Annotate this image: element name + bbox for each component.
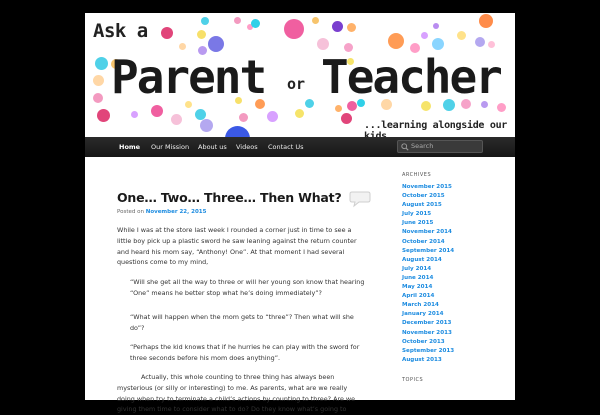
decor-dot [421, 32, 428, 39]
header-ask-text: Ask a [93, 20, 148, 42]
decor-dot [251, 19, 260, 28]
archive-link[interactable]: August 2015 [402, 202, 442, 209]
nav-item-our-mission[interactable]: Our Mission [151, 143, 190, 151]
decor-dot [317, 38, 329, 50]
sidebar [402, 172, 502, 388]
decor-dot [267, 111, 278, 122]
site-header-banner[interactable] [85, 13, 515, 136]
decor-dot [200, 119, 213, 132]
decor-dot [488, 41, 495, 48]
decor-dot [312, 17, 319, 24]
post-paragraph: Actually, this whole counting to three thing has always been mysterious (or silly or interesting) to me. As parents, what are we really doing when try to terminate a child’s actions by counting to three? Are we giving them time to consider what to do? Do they know what’s going to [117, 373, 356, 414]
decor-dot [479, 14, 493, 28]
decor-dot [497, 103, 506, 112]
search-input[interactable] [397, 140, 483, 153]
header-tagline: ...learning alongside our [364, 120, 508, 131]
archive-link[interactable]: October 2014 [402, 238, 445, 245]
archive-link[interactable]: November 2015 [402, 184, 452, 190]
decor-dot [388, 33, 404, 49]
decor-dot [95, 57, 108, 70]
decor-dot [93, 75, 104, 86]
decor-dot [97, 109, 110, 122]
archive-link[interactable]: October 2015 [402, 193, 445, 200]
archive-link[interactable]: May 2014 [402, 284, 433, 291]
archive-link[interactable]: November 2014 [402, 229, 452, 236]
nav-item-home[interactable]: Home [119, 143, 141, 151]
post-date-link[interactable]: November 22, 2015 [145, 209, 207, 215]
main-navigation [85, 137, 515, 157]
archive-link[interactable]: July 2014 [402, 265, 432, 272]
post-paragraph: While I was at the store last week I rounded a corner just in time to see a little boy pick up a plastic sword he saw leaning against the return counter and heard his mom say, “Anthony! One”. At that moment I had several questions come to my mind, [117, 226, 357, 267]
header-parent-text: Parent [111, 50, 266, 104]
search-placeholder: Search [411, 142, 434, 150]
post-quote: “Perhaps the kid knows that if he hurries he can play with the sword for three seconds before his mom does anything”. [130, 343, 360, 362]
decor-dot [335, 105, 342, 112]
decor-dot [179, 43, 186, 50]
decor-dot [197, 30, 206, 39]
archive-link[interactable]: August 2013 [402, 356, 442, 363]
decor-dot [305, 99, 314, 108]
post-quote: “What will happen when the mom gets to “three”? Then what will she do”? [130, 313, 354, 332]
archive-link[interactable]: October 2013 [402, 338, 445, 345]
post-quote: “Will she get all the way to three or will her young son know that hearing “One” means he better stop what he’s doing immediately”? [130, 278, 365, 297]
comment-bubble-icon[interactable] [349, 190, 371, 208]
archive-link[interactable]: September 2014 [402, 247, 455, 254]
posted-on-label: Posted on [117, 209, 144, 215]
decor-dot [332, 21, 343, 32]
archive-link[interactable]: January 2014 [402, 311, 444, 318]
decor-dot [151, 105, 163, 117]
archive-link[interactable]: April 2014 [402, 293, 435, 300]
archive-link[interactable]: July 2015 [402, 211, 432, 218]
archive-link[interactable]: June 2015 [402, 220, 434, 227]
decor-dot [475, 37, 485, 47]
post-meta [117, 209, 206, 215]
decor-dot [171, 114, 182, 125]
decor-dot [295, 109, 304, 118]
archive-link[interactable]: September 2013 [402, 347, 455, 354]
header-or-text: or [287, 75, 306, 93]
nav-item-videos[interactable]: Videos [236, 143, 258, 151]
post-title[interactable]: One… Two… Three… Then What? [117, 190, 342, 205]
archive-link[interactable]: March 2014 [402, 302, 439, 309]
decor-dot [201, 17, 209, 25]
decor-dot [93, 93, 103, 103]
decor-dot [284, 19, 304, 39]
decor-dot [433, 23, 439, 29]
nav-item-contact-us[interactable]: Contact Us [268, 143, 304, 151]
archive-link[interactable]: June 2014 [402, 274, 434, 281]
search-icon [401, 143, 409, 151]
nav-item-about-us[interactable]: About us [198, 143, 227, 151]
decor-dot [239, 113, 248, 122]
decor-dot [161, 27, 173, 39]
header-teacher-text: Teacher [321, 50, 501, 104]
archive-link[interactable]: November 2013 [402, 329, 452, 336]
decor-dot [347, 23, 356, 32]
archives-widget-title: ARCHIVES [402, 172, 432, 178]
decor-dot [341, 113, 352, 124]
archive-link[interactable]: August 2014 [402, 256, 442, 263]
decor-dot [457, 31, 466, 40]
decor-dot [234, 17, 241, 24]
archives-list [402, 183, 502, 365]
decor-dot [432, 38, 444, 50]
decor-dot [131, 111, 138, 118]
topics-widget-title: TOPICS [402, 376, 424, 383]
archive-link[interactable]: December 2013 [402, 320, 452, 327]
